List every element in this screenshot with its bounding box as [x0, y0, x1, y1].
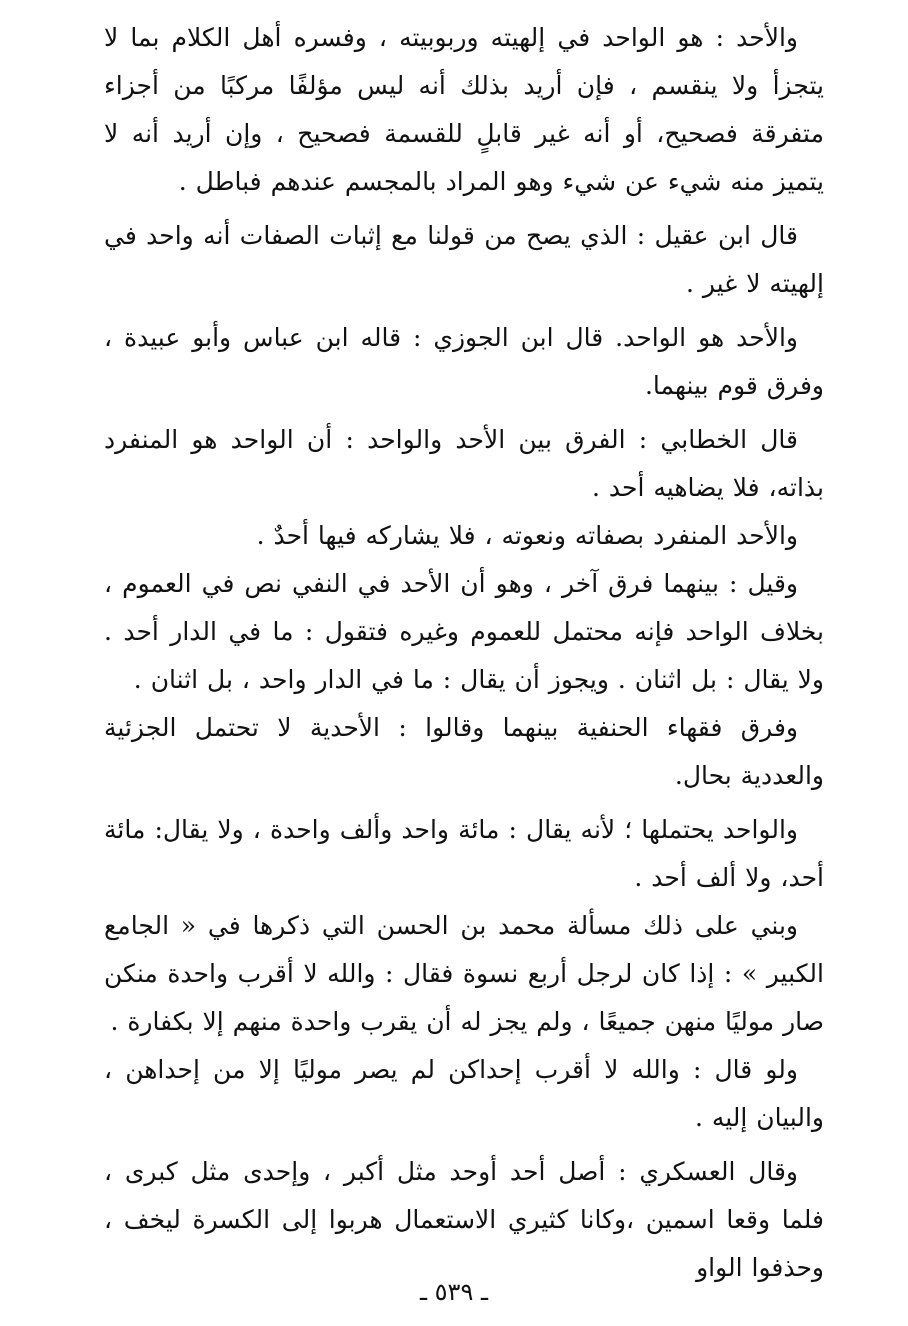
paragraph-3: والأحد هو الواحد. قال ابن الجوزي : قاله ابن عباس وأبو عبيدة ، وفرق قوم بينهما. [104, 323, 824, 400]
paragraph-5: والأحد المنفرد بصفاته ونعوته ، فلا يشاركه فيها أحدٌ . [256, 521, 798, 550]
paragraph-10: ولو قال : والله لا أقرب إحداكن لم يصر موليًا إلا من إحداهن ، والبيان إليه . [104, 1055, 824, 1132]
paragraph-1: والأحد : هو الواحد في إلهيته وربوبيته ، وفسره أهل الكلام بما لا يتجزأ ولا ينقسم ، فإن أريد بذلك أنه ليس مؤلفًا مركبًا من أجزاء متفرقة فصحيح، أو أنه غير قابلٍ للقسمة فصحيح ، وإن أريد أنه لا يتميز منه شيء عن شيء وهو المراد بالمجسم عندهم فباطل . [104, 23, 824, 196]
paragraph-11: وقال العسكري : أصل أحد أوحد مثل أكبر ، وإحدى مثل كبرى ، فلما وقعا اسمين ،وكانا كثيري الاستعمال هربوا إلى الكسرة ليخف ، وحذفوا الواو [104, 1157, 824, 1282]
paragraph-9: وبني على ذلك مسألة محمد بن الحسن التي ذكرها في « الجامع الكبير » : إذا كان لرجل أربع نسوة فقال : والله لا أقرب واحدة منكن صار موليًا منهن جميعًا ، ولم يجز له أن يقرب واحدة منهم إلا بكفارة . [104, 911, 824, 1036]
page-number: ـ ٥٣٩ ـ [419, 1278, 488, 1306]
paragraph-8: والواحد يحتملها ؛ لأنه يقال : مائة واحد وألف واحدة ، ولا يقال: مائة أحد، ولا ألف أحد . [104, 815, 824, 892]
paragraph-4: قال الخطابي : الفرق بين الأحد والواحد : أن الواحد هو المنفرد بذاته، فلا يضاهيه أحد . [104, 425, 824, 502]
body-text [104, 14, 824, 1292]
paragraph-7: وفرق فقهاء الحنفية بينهما وقالوا : الأحدية لا تحتمل الجزئية والعددية بحال. [104, 713, 824, 790]
paragraph-2: قال ابن عقيل : الذي يصح من قولنا مع إثبات الصفات أنه واحد في إلهيته لا غير . [104, 221, 824, 298]
paragraph-6: وقيل : بينهما فرق آخر ، وهو أن الأحد في النفي نص في العموم ، بخلاف الواحد فإنه محتمل للعموم وغيره فتقول : ما في الدار أحد . ولا يقال : بل اثنان . ويجوز أن يقال : ما في الدار واحد ، بل اثنان . [104, 569, 824, 694]
